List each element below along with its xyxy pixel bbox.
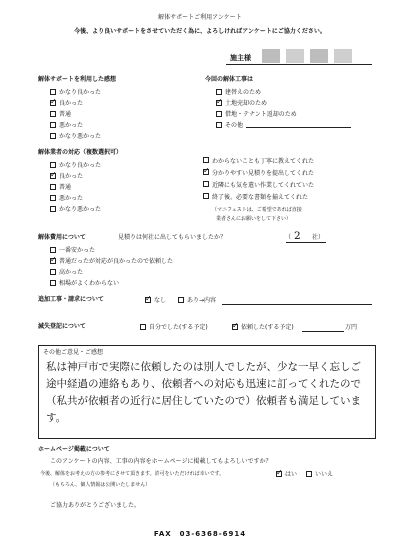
usage-option[interactable]: かなり悪かった — [50, 130, 101, 141]
subsidy-agent[interactable]: ✓ 依頼した(する予定) — [232, 321, 294, 332]
checkbox[interactable] — [50, 195, 56, 201]
contractor-option[interactable]: かなり悪かった — [50, 203, 101, 214]
cost-answer-open: （ — [285, 234, 292, 241]
usage-option[interactable]: 悪かった — [50, 119, 101, 130]
checkbox[interactable] — [50, 247, 56, 253]
usage-option[interactable]: かなり良かった — [50, 86, 101, 97]
subsidy-yen: 万円 — [345, 324, 358, 331]
reason-options — [216, 86, 351, 130]
privacy-note: （もちろん、個人情報は公開いたしません） — [50, 482, 151, 488]
reason-option[interactable]: 借地・テナント返却のため — [216, 108, 351, 119]
name-label: 施主様 — [230, 54, 251, 62]
checkbox[interactable] — [50, 89, 56, 95]
checkbox[interactable] — [203, 181, 209, 187]
fax-number: FAX 03-6368-6914 — [153, 530, 247, 538]
thanks-text: ご協力ありがとうございました。 — [50, 502, 141, 509]
homepage-yes[interactable]: ✓ はい — [276, 468, 297, 479]
reason-heading: 今回の解体工事は — [205, 76, 254, 83]
name-underline — [226, 64, 372, 65]
cost-answer-value[interactable]: 2 — [294, 230, 301, 242]
checkbox[interactable] — [50, 162, 56, 168]
redacted-name-block — [310, 49, 328, 63]
contractor-detail-option[interactable]: ✓ 分かりやすい見積りを提出してくれた — [203, 166, 314, 178]
checkbox-checked[interactable] — [50, 100, 56, 106]
contractor-heading: 解体業者の対応（複数選択可） — [38, 149, 123, 156]
manifest-note: 業者さんにお願いをして下さい） — [216, 216, 292, 222]
checkbox[interactable] — [203, 157, 209, 163]
extra-some[interactable]: あり→内容 — [178, 294, 216, 305]
reason-option[interactable]: 建替えのため — [216, 86, 351, 97]
checkbox[interactable] — [306, 471, 312, 477]
checkbox[interactable] — [216, 89, 222, 95]
checkbox[interactable] — [50, 133, 56, 139]
homepage-note: 今後、解体をお考えの方の参考にさせて頂きます。許可をいただければ幸いです。 — [40, 471, 225, 477]
survey-title: 解体サポートご利用アンケート — [158, 14, 242, 21]
checkbox[interactable] — [50, 184, 56, 190]
checkbox[interactable] — [50, 111, 56, 117]
redacted-name-block — [286, 49, 304, 63]
cost-question: 見積りは何社に出してもらいましたか？ — [118, 234, 227, 241]
checkbox-checked[interactable] — [50, 258, 56, 264]
checkbox-checked[interactable] — [203, 169, 209, 175]
contractor-options — [50, 159, 101, 214]
cost-answer-close: 社） — [312, 234, 325, 241]
usage-option[interactable]: 普通 — [50, 108, 101, 119]
homepage-no[interactable]: いいえ — [306, 468, 333, 479]
cost-option[interactable]: 高かった — [50, 266, 173, 277]
homepage-heading: ホームページ掲載について — [38, 446, 110, 453]
checkbox[interactable] — [50, 280, 56, 286]
cost-answer-underline — [286, 242, 326, 243]
subsidy-heading: 減失登記について — [38, 323, 86, 330]
contractor-option[interactable]: かなり良かった — [50, 159, 101, 170]
cost-option[interactable]: 一番安かった — [50, 244, 173, 255]
opinion-heading: その他ご意見・ご感想 — [43, 349, 104, 356]
subsidy-amount-underline — [302, 331, 344, 332]
contractor-detail-option[interactable]: わからないことも丁寧に教えてくれた — [203, 154, 314, 166]
homepage-question: このアンケートの内容、工事の内容をホームページに掲載してもよろしいですか？ — [50, 458, 272, 465]
extra-heading: 追加工事・請求について — [38, 296, 104, 303]
checkbox[interactable] — [50, 206, 56, 212]
checkbox-checked[interactable] — [145, 297, 151, 303]
subsidy-self[interactable]: 自分でした(する予定) — [140, 321, 208, 332]
contractor-detail-option[interactable]: 終了後、必要な書類を揃えてくれた — [203, 190, 314, 202]
reason-option[interactable]: その他 — [216, 119, 351, 130]
checkbox-checked[interactable] — [50, 173, 56, 179]
contractor-option[interactable]: 普通 — [50, 181, 101, 192]
other-underline — [246, 121, 351, 128]
usage-options — [50, 86, 101, 141]
checkbox-checked[interactable] — [276, 471, 282, 477]
checkbox[interactable] — [216, 111, 222, 117]
usage-heading: 解体サポートを利用した感想 — [38, 76, 117, 83]
checkbox[interactable] — [203, 193, 209, 199]
contractor-detail-option[interactable]: 近隣にも気を遣い作業してくれていた — [203, 178, 314, 190]
checkbox[interactable] — [178, 297, 184, 303]
redacted-name-block — [262, 49, 280, 63]
contractor-option[interactable]: ✓ 良かった — [50, 170, 101, 181]
checkbox-checked[interactable] — [232, 324, 238, 330]
contractor-right-options — [203, 154, 314, 202]
checkbox[interactable] — [50, 122, 56, 128]
checkbox[interactable] — [216, 122, 222, 128]
usage-option[interactable]: ✓ 良かった — [50, 97, 101, 108]
checkbox-checked[interactable] — [216, 100, 222, 106]
cost-option[interactable]: ✓ 普通だったが対応が良かったので依頼した — [50, 255, 173, 266]
opinion-text[interactable]: 私は神戸市で実際に依頼したのは別人でしたが、少な一早く忘しご途中経過の連絡もあり、依頼者への対応も迅速に訂ってくれたので（私共が依頼者の近行に居住していたので）依頼者も満足しています。 — [46, 361, 361, 424]
cost-options — [50, 244, 173, 288]
checkbox[interactable] — [140, 324, 146, 330]
cost-heading: 解体費用について — [38, 234, 86, 241]
survey-intro: 今後、より良いサポートをさせていただく為に、よろしければアンケートにご協力ください。 — [74, 28, 326, 35]
reason-option[interactable]: ✓ 土地売却のため — [216, 97, 351, 108]
extra-none[interactable]: ✓ なし — [145, 294, 166, 305]
manifest-note: （マニフェストは、ご希望であれば直接 — [212, 207, 302, 213]
extra-detail-underline — [222, 304, 372, 305]
cost-option[interactable]: 相場がよくわからない — [50, 277, 173, 288]
contractor-option[interactable]: 悪かった — [50, 192, 101, 203]
redacted-name-block — [334, 49, 352, 63]
checkbox[interactable] — [50, 269, 56, 275]
